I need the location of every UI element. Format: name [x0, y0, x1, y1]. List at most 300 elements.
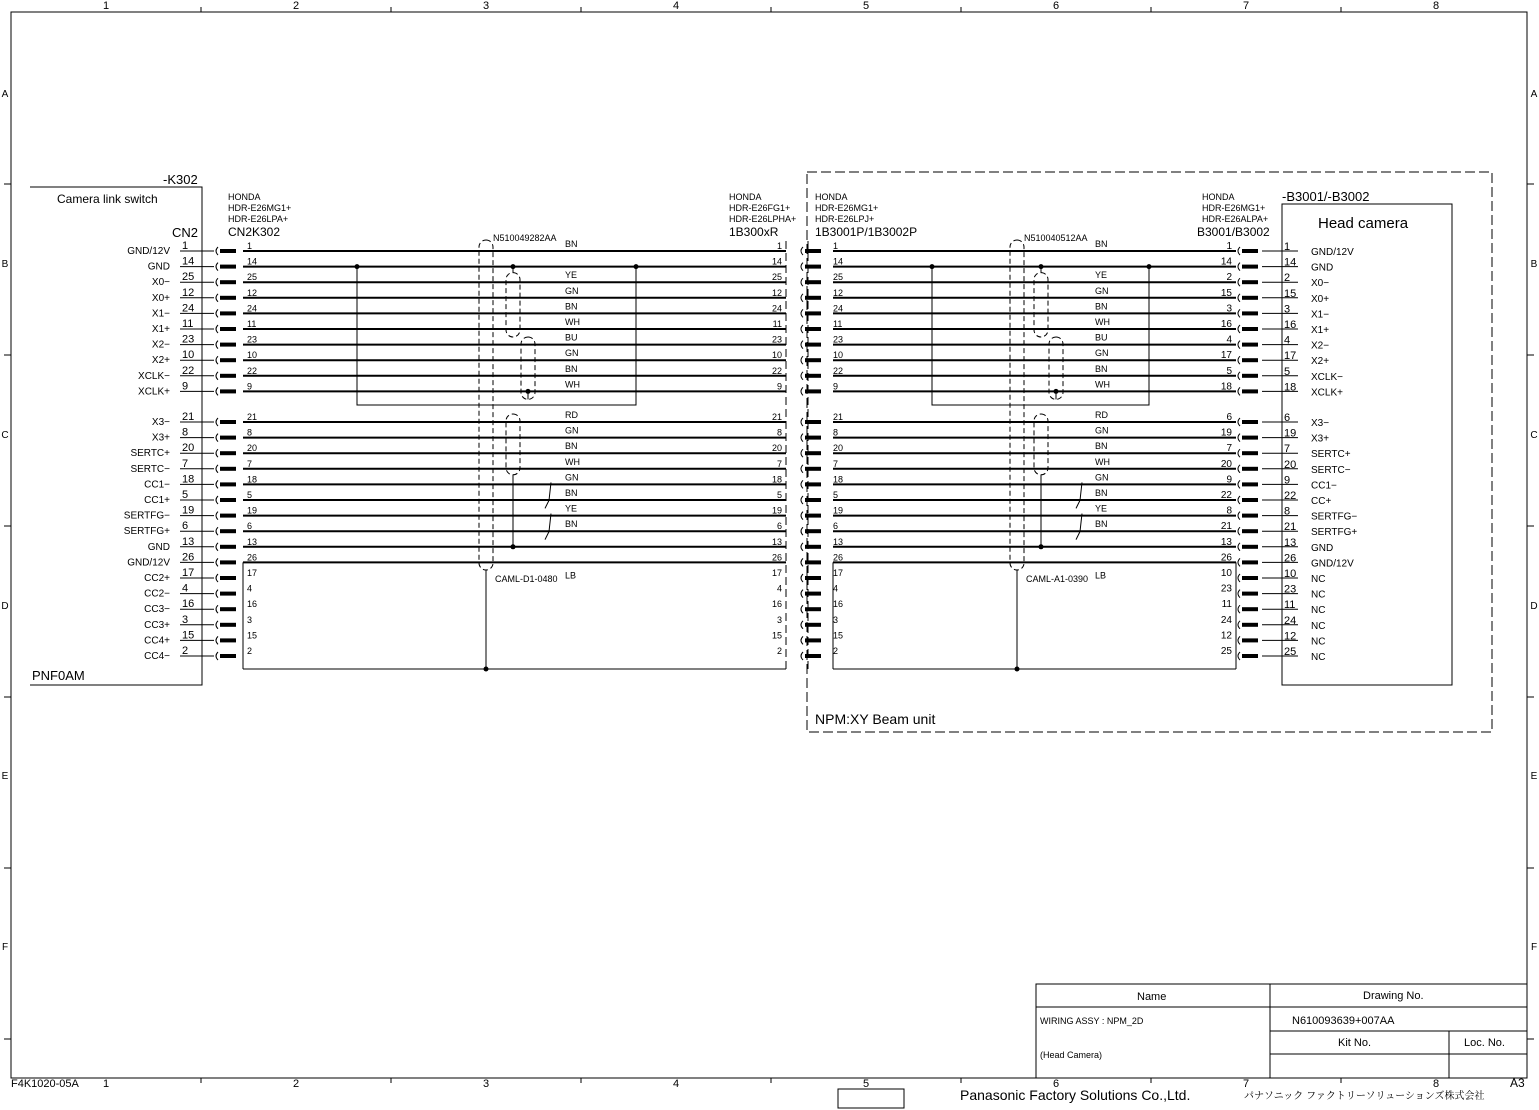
cable1-right-pin: 8 [776, 427, 782, 438]
pin-socket [801, 636, 803, 644]
cable1-right-pin: 9 [776, 381, 782, 392]
pin-socket [1238, 621, 1240, 629]
right-pin-number: 24 [1284, 614, 1297, 627]
pin-contact [1242, 482, 1258, 486]
cable2-left-pin: 13 [833, 536, 844, 547]
cable1-left-pin: 7 [247, 458, 253, 469]
cable2-right-pin: 1 [1226, 241, 1232, 252]
right-pin-number: 19 [1284, 427, 1297, 440]
cable1-left-pin: 22 [247, 365, 258, 376]
left-pin-number: 20 [182, 442, 195, 455]
right-signal-name: NC [1311, 620, 1326, 632]
cable2-wire-color: WH [1095, 379, 1110, 390]
cable1-right-pin: 3 [776, 614, 782, 625]
drawing-no-header: Drawing No. [1363, 990, 1424, 1002]
cable1-plug-part2: HDR-E26LPA+ [228, 214, 289, 224]
right-pin-number: 14 [1284, 256, 1297, 269]
cable2-right-pin: 4 [1226, 334, 1232, 346]
cable1-right-ref: 1B300xR [729, 225, 779, 239]
cable2-left-pin: 11 [833, 319, 843, 329]
pin-contact [1242, 343, 1258, 347]
cable2-right-pin: 23 [1220, 583, 1232, 595]
pin-contact [1242, 560, 1258, 564]
cable1-left-pin: 12 [247, 287, 258, 298]
cable2-wire-color: RD [1095, 410, 1108, 420]
left-signal-name: CC1+ [144, 495, 170, 506]
pin-contact [220, 482, 236, 486]
cable1-right-pin: 24 [771, 303, 782, 314]
cable2-wire-color: LB [1095, 570, 1107, 581]
pin-socket [216, 387, 218, 395]
pin-socket [801, 434, 803, 442]
left-signal-name: CC4− [144, 651, 170, 662]
column-label-top: 5 [862, 0, 870, 12]
cable1-right-pin: 11 [772, 319, 782, 329]
cable1-right-pin: 19 [771, 505, 782, 516]
cable1-wire-color: GN [565, 472, 579, 483]
column-label-bottom: 6 [1052, 1078, 1060, 1090]
cable1-wire-color: WH [565, 456, 580, 467]
pin-socket [801, 418, 803, 426]
pin-socket [1238, 605, 1240, 613]
pin-socket [801, 558, 803, 566]
pin-socket [801, 325, 803, 333]
pin-contact [1242, 607, 1258, 611]
cable2-right-pin: 2 [1226, 272, 1232, 284]
left-pin-number: 25 [182, 271, 195, 284]
column-label-bottom: 5 [862, 1078, 870, 1090]
cable2-left-pin: 22 [833, 365, 844, 376]
right-signal-name: NC [1311, 605, 1326, 617]
cable1-left-pin: 25 [247, 272, 258, 283]
pin-socket [801, 263, 803, 271]
right-block-ref: -B3001/-B3002 [1282, 189, 1370, 204]
twist-mark [1076, 514, 1082, 540]
row-label-left: C [1, 430, 9, 441]
left-signal-name: SERTFG− [123, 510, 170, 522]
pin-contact [220, 607, 236, 611]
pin-contact [220, 467, 236, 471]
cable1-wire-color: WH [565, 379, 580, 390]
cable1-left-pin: 21 [247, 412, 258, 422]
right-signal-name: GND/12V [1311, 558, 1354, 570]
right-pin-number: 6 [1284, 412, 1291, 424]
pin-contact [1242, 311, 1258, 315]
left-signal-name: GND [147, 261, 170, 273]
loc-no-header: Loc. No. [1464, 1037, 1505, 1049]
right-pin-number: 5 [1284, 365, 1291, 378]
column-label-top: 6 [1052, 0, 1060, 12]
cable2-left-pin: 20 [833, 443, 844, 454]
pin-contact [220, 358, 236, 362]
left-pin-number: 18 [182, 473, 195, 486]
cable2-left-pin: 24 [833, 303, 844, 314]
right-pin-number: 12 [1284, 630, 1297, 643]
right-pin-number: 2 [1284, 272, 1291, 285]
cable1-wire-color: BN [565, 441, 578, 452]
pin-contact [1242, 358, 1258, 362]
cable2-plug-part1: HDR-E26MG1+ [815, 203, 879, 213]
right-pin-number: 18 [1284, 381, 1297, 394]
cable1-right-pin: 5 [776, 490, 782, 500]
pin-contact [1242, 498, 1258, 502]
right-signal-name: SERTFG− [1311, 511, 1358, 523]
cable2-wire-color: BN [1095, 239, 1108, 249]
left-signal-name: CC2+ [144, 573, 170, 584]
cable1-left-pin: 9 [247, 381, 253, 392]
row-label-right: B [1530, 259, 1538, 270]
cable2-left-pin: 9 [833, 381, 839, 392]
junction-dot [511, 264, 516, 269]
row-label-left: E [1, 771, 9, 782]
company-name-en: Panasonic Factory Solutions Co.,Ltd. [960, 1087, 1191, 1103]
pin-socket [801, 247, 803, 255]
cable1-right-pin: 23 [771, 334, 782, 345]
cable2-wire-color: WH [1095, 456, 1110, 467]
pin-socket [1238, 465, 1240, 473]
cable1-left-pin: 23 [247, 334, 258, 345]
cable2-plug-part2: HDR-E26LPJ+ [815, 214, 875, 224]
right-signal-name: X3− [1311, 418, 1330, 429]
cable2-right-pin: 24 [1220, 614, 1232, 626]
left-pin-number: 26 [182, 551, 195, 564]
cable2-wire-color: GN [1095, 285, 1109, 296]
pin-socket [801, 590, 803, 598]
pin-contact [220, 654, 236, 658]
pin-contact [1242, 389, 1258, 393]
pin-socket [801, 543, 803, 551]
pin-socket [216, 372, 218, 380]
pin-socket [801, 621, 803, 629]
cable2-wire-color: GN [1095, 472, 1109, 483]
left-pin-number: 13 [182, 535, 195, 548]
cable2-number: N510040512AA [1024, 233, 1088, 243]
left-pin-number: 9 [182, 380, 189, 393]
row-label-left: D [1, 601, 9, 612]
left-pin-number: 14 [182, 255, 195, 268]
cable2-right-pin: 21 [1220, 521, 1232, 533]
cable1-left-pin: 3 [247, 614, 253, 625]
cable1-right-pin: 12 [771, 287, 782, 298]
cable2-wire-color: BN [1095, 519, 1108, 530]
left-pin-number: 1 [182, 240, 189, 252]
pin-contact [1242, 280, 1258, 284]
pin-socket [216, 449, 218, 457]
cable2-right-pin: 17 [1220, 350, 1232, 362]
pin-socket [1238, 574, 1240, 582]
left-pin-number: 7 [182, 457, 189, 470]
pin-socket [801, 309, 803, 317]
right-signal-name: SERTFG+ [1311, 527, 1358, 539]
left-signal-name: XCLK+ [138, 386, 170, 398]
cable2-right-pin: 8 [1226, 505, 1232, 517]
row-label-right: F [1530, 942, 1538, 953]
cable1-left-pin: 19 [247, 505, 258, 516]
right-pin-number: 26 [1284, 552, 1297, 565]
cable1-right-pin: 4 [776, 583, 782, 594]
cable2-left-pin: 5 [833, 490, 839, 500]
cable2-left-pin: 26 [833, 552, 844, 563]
right-pin-number: 7 [1284, 443, 1291, 456]
cable2-wire-color: GN [1095, 348, 1109, 359]
pin-contact [220, 623, 236, 627]
pin-contact [220, 420, 236, 424]
pin-socket [216, 605, 218, 613]
column-label-top: 2 [292, 0, 300, 12]
row-label-right: A [1530, 89, 1538, 100]
pin-socket [1238, 418, 1240, 426]
pin-socket [216, 418, 218, 426]
name-header: Name [1137, 991, 1167, 1003]
right-signal-name: GND [1311, 542, 1334, 554]
pin-socket [1238, 480, 1240, 488]
cable2-wire-color: BN [1095, 488, 1108, 498]
pin-socket [1238, 294, 1240, 302]
junction-dot [634, 264, 639, 269]
pin-contact [220, 451, 236, 455]
pin-socket [801, 465, 803, 473]
right-signal-name: SERTC+ [1311, 449, 1351, 461]
cable1-wire-color: WH [565, 317, 580, 327]
twist-mark [545, 482, 551, 508]
cable1-wire-color: GN [565, 285, 579, 296]
cable1-right-pin: 6 [776, 521, 782, 532]
junction-dot [511, 544, 516, 549]
pin-socket [216, 263, 218, 271]
pin-socket [1238, 356, 1240, 364]
right-signal-name: X2− [1311, 340, 1330, 352]
cable1-left-pin: 8 [247, 427, 253, 438]
pin-socket [801, 372, 803, 380]
stamp-box [838, 1089, 904, 1108]
cable1-right-pin: 1 [776, 241, 782, 251]
pin-socket [1238, 434, 1240, 442]
left-signal-name: SERTFG+ [123, 526, 170, 538]
left-pin-number: 17 [182, 567, 195, 579]
pin-socket [1238, 496, 1240, 504]
pin-contact [220, 592, 236, 596]
pin-contact [1242, 638, 1258, 642]
pin-socket [1238, 449, 1240, 457]
right-signal-name: X0+ [1311, 293, 1330, 305]
left-pin-number: 11 [182, 318, 194, 330]
pin-socket [1238, 278, 1240, 286]
cable1-plug-part1: HDR-E26MG1+ [228, 203, 292, 213]
pin-socket [216, 356, 218, 364]
cable1-left-pin: 4 [247, 583, 253, 594]
right-signal-name: NC [1311, 574, 1326, 585]
right-signal-name: X1+ [1311, 325, 1330, 336]
junction-dot [930, 264, 935, 269]
cable1-right-pin: 13 [771, 536, 782, 547]
kit-no-header: Kit No. [1338, 1037, 1372, 1049]
right-signal-name: XCLK+ [1311, 387, 1343, 399]
pin-contact [220, 389, 236, 393]
left-pin-number: 16 [182, 598, 195, 611]
cable1-wire-color: GN [565, 348, 579, 359]
column-label-bottom: 4 [672, 1078, 680, 1090]
left-pin-number: 6 [182, 520, 189, 533]
drawing-number: N610093639+007AA [1292, 1015, 1395, 1027]
right-pin-number: 23 [1284, 583, 1297, 596]
pin-contact [1242, 451, 1258, 455]
left-pin-number: 19 [182, 504, 195, 517]
pin-socket [801, 652, 803, 660]
right-pin-number: 4 [1284, 334, 1291, 347]
cable1-right-pin: 18 [771, 474, 782, 485]
cable2-wire-color: BN [1095, 441, 1108, 452]
right-pin-number: 10 [1284, 568, 1297, 580]
left-signal-name: X2+ [151, 355, 170, 367]
cable2-left-pin: 8 [833, 427, 839, 438]
junction-dot [1039, 544, 1044, 549]
pin-contact [1242, 545, 1258, 549]
pin-contact [805, 576, 821, 580]
pin-socket [216, 465, 218, 473]
column-label-top: 7 [1242, 0, 1250, 12]
left-block-ref: -K302 [163, 172, 198, 187]
pin-socket [1238, 527, 1240, 535]
column-label-top: 3 [482, 0, 490, 12]
cable2-right-pin: 3 [1226, 303, 1232, 315]
pin-contact [1242, 249, 1258, 253]
cable2-left-pin: 14 [833, 256, 844, 267]
right-pin-number: 25 [1284, 646, 1297, 658]
pin-socket [1238, 263, 1240, 271]
pin-socket [216, 652, 218, 660]
left-pin-number: 24 [182, 302, 195, 315]
pin-contact [1242, 514, 1258, 518]
cable2-right-pin: 5 [1226, 365, 1232, 377]
right-signal-name: SERTC− [1311, 464, 1351, 476]
pin-socket [216, 341, 218, 349]
pin-socket [801, 527, 803, 535]
left-pin-number: 3 [182, 613, 189, 626]
right-signal-name: CC1− [1311, 480, 1337, 492]
right-signal-name: XCLK− [1311, 371, 1343, 383]
pin-contact [220, 327, 236, 331]
cable2-left-pin: 6 [833, 521, 839, 532]
pin-contact [1242, 436, 1258, 440]
left-pin-number: 10 [182, 349, 195, 362]
junction-dot [355, 264, 360, 269]
cable2-right-pin: 26 [1220, 552, 1232, 564]
left-signal-name: XCLK− [138, 370, 170, 382]
pin-socket [801, 387, 803, 395]
pin-socket [216, 512, 218, 520]
pin-socket [801, 341, 803, 349]
left-signal-name: X0− [151, 277, 170, 289]
left-signal-name: SERTC− [130, 463, 170, 475]
left-signal-name: CC2− [144, 588, 170, 600]
cable1-left-pin: 17 [247, 568, 258, 578]
left-signal-name: CC1− [144, 479, 170, 491]
cable1-right-maker: HONDA [729, 192, 762, 202]
left-signal-name: GND [147, 541, 170, 553]
cable1-left-pin: 26 [247, 552, 258, 563]
right-block-title: Head camera [1318, 215, 1409, 232]
right-signal-name: GND/12V [1311, 247, 1354, 258]
right-signal-name: X3+ [1311, 433, 1330, 445]
cable1-right-pin: 15 [771, 630, 782, 641]
pin-contact [220, 296, 236, 300]
junction-dot [484, 667, 489, 672]
gnd-loop [357, 267, 636, 405]
cable1-right-pin: 2 [776, 646, 782, 656]
pin-socket [801, 294, 803, 302]
cable2-right-maker: HONDA [1202, 192, 1235, 202]
cable2-right-pin: 19 [1220, 427, 1232, 439]
pin-socket [1238, 387, 1240, 395]
pin-socket [1238, 590, 1240, 598]
cable1-wire-color: BU [565, 332, 578, 343]
cable2-left-pin: 1 [833, 241, 839, 251]
right-pin-number: 15 [1284, 287, 1297, 300]
left-pin-number: 8 [182, 426, 189, 439]
drawing-name-line1: WIRING ASSY : NPM_2D [1040, 1016, 1144, 1026]
right-pin-number: 3 [1284, 303, 1291, 316]
pin-socket [216, 434, 218, 442]
cable2-right-ref: B3001/B3002 [1197, 225, 1270, 239]
left-signal-name: CC4+ [144, 635, 170, 647]
cable1-wire-color: BN [565, 488, 578, 498]
cable1-right-pin: 26 [771, 552, 782, 563]
right-signal-name: X2+ [1311, 356, 1330, 368]
pin-socket [216, 636, 218, 644]
cable2-type: CAML-A1-0390 [1026, 574, 1089, 584]
cable1-wire-color: BN [565, 239, 578, 249]
sheet-size: A3 [1510, 1076, 1525, 1090]
pin-socket [216, 621, 218, 629]
right-pin-number: 21 [1284, 521, 1297, 534]
pin-socket [801, 278, 803, 286]
company-name-jp: パナソニック ファクトリーソリューションズ株式会社 [1244, 1091, 1485, 1102]
cable1-left-pin: 5 [247, 490, 253, 500]
pin-contact [220, 436, 236, 440]
cable2-right-pin: 14 [1220, 256, 1232, 268]
column-label-top: 4 [672, 0, 680, 12]
cable2-left-pin: 21 [833, 412, 844, 422]
left-part-no: PNF0AM [32, 668, 85, 683]
right-signal-name: CC+ [1311, 496, 1332, 507]
pin-contact [805, 436, 821, 440]
pin-contact [220, 265, 236, 269]
pin-socket [1238, 543, 1240, 551]
pin-contact [1242, 296, 1258, 300]
left-block-title: Camera link switch [57, 192, 158, 206]
cable2-left-pin: 10 [833, 350, 844, 361]
cable1-right-part1: HDR-E26FG1+ [729, 203, 791, 213]
pin-contact [220, 249, 236, 253]
junction-dot [526, 389, 531, 394]
cable2-right-pin: 13 [1220, 536, 1232, 548]
cable1-left-pin: 24 [247, 303, 258, 314]
pin-socket [216, 574, 218, 582]
pin-socket [216, 309, 218, 317]
right-pin-number: 17 [1284, 350, 1297, 363]
left-pin-number: 4 [182, 582, 189, 595]
junction-dot [1039, 264, 1044, 269]
row-label-right: D [1530, 601, 1538, 612]
pin-socket [1238, 325, 1240, 333]
right-signal-name: GND [1311, 262, 1334, 274]
pin-socket [801, 480, 803, 488]
cable2-left-pin: 4 [833, 583, 839, 594]
pin-socket [801, 356, 803, 364]
left-pin-number: 15 [182, 629, 195, 642]
left-signal-name: X1+ [151, 324, 170, 335]
cable1-left-pin: 6 [247, 521, 253, 532]
